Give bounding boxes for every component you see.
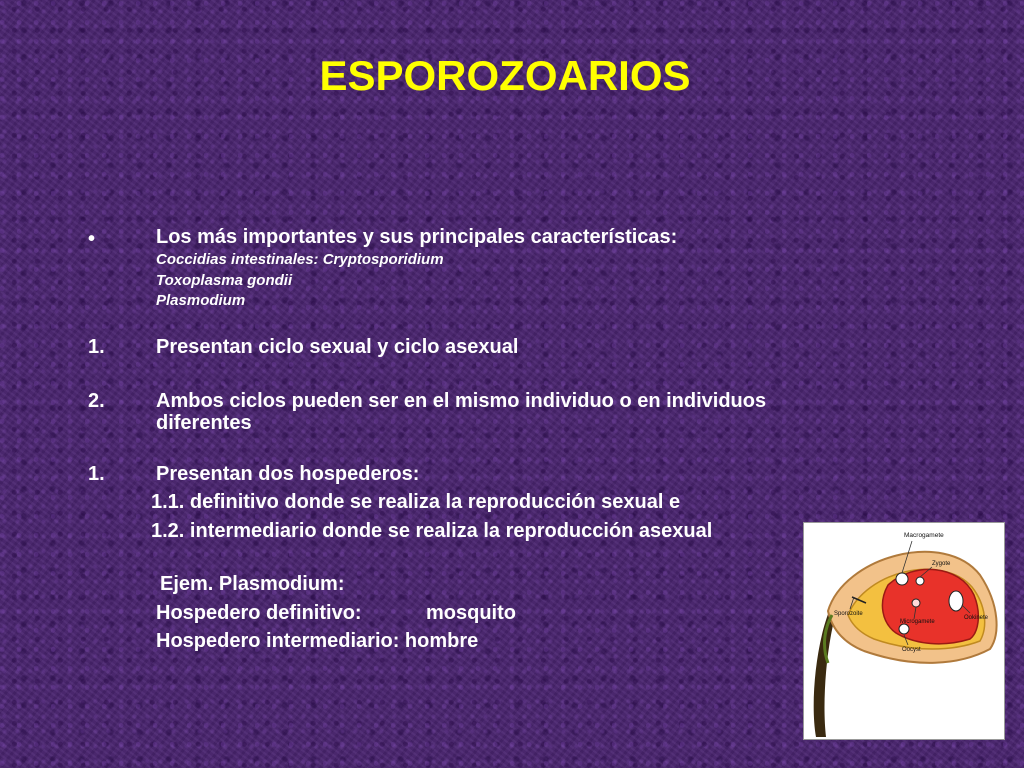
subpoint-2: 1.2. intermediario donde se realiza la reproducción asexual bbox=[151, 520, 713, 542]
item-2-text-line2: diferentes bbox=[156, 412, 252, 434]
bullet-marker: • bbox=[88, 228, 96, 250]
item-1-text: Presentan ciclo sexual y ciclo asexual bbox=[156, 336, 519, 358]
sub-item-3: Plasmodium bbox=[156, 292, 246, 309]
sub-item-1: Coccidias intestinales: Cryptosporidium bbox=[156, 251, 444, 268]
example-label: Ejem. Plasmodium: bbox=[160, 573, 345, 595]
label-microgamete: Microgamete bbox=[900, 619, 935, 625]
item-3-text: Presentan dos hospederos: bbox=[156, 463, 420, 485]
item-2-text-line1: Ambos ciclos pueden ser en el mismo individuo o en individuos bbox=[156, 390, 767, 412]
item-1-marker: 1. bbox=[88, 336, 105, 358]
sub-item-2: Toxoplasma gondii bbox=[156, 272, 293, 289]
label-zygote: Zygote bbox=[932, 561, 951, 567]
ookinete-cell bbox=[949, 591, 963, 611]
zygote-cell bbox=[916, 577, 924, 585]
label-sporozoite: Sporozoite bbox=[834, 611, 863, 617]
oocyst-cell bbox=[899, 624, 909, 634]
label-ookinete: Ookinete bbox=[964, 615, 989, 621]
item-3-marker: 1. bbox=[88, 463, 105, 485]
macrogamete-cell bbox=[896, 573, 908, 585]
label-macrogamete: Macrogamete bbox=[904, 532, 944, 539]
item-2-marker: 2. bbox=[88, 390, 105, 412]
example-definitive-value: mosquito bbox=[426, 602, 516, 624]
example-intermediate: Hospedero intermediario: hombre bbox=[156, 630, 479, 652]
bullet-text: Los más importantes y sus principales características: bbox=[156, 226, 678, 248]
slide-title: ESPOROZOARIOS bbox=[319, 52, 691, 99]
mosquito-cycle-diagram bbox=[803, 522, 1005, 740]
example-definitive-label: Hospedero definitivo: bbox=[156, 602, 362, 624]
label-oocyst: Oocyst bbox=[902, 647, 921, 653]
subpoint-1: 1.1. definitivo donde se realiza la reproducción sexual e bbox=[151, 491, 681, 513]
microgamete-cell bbox=[912, 599, 920, 607]
